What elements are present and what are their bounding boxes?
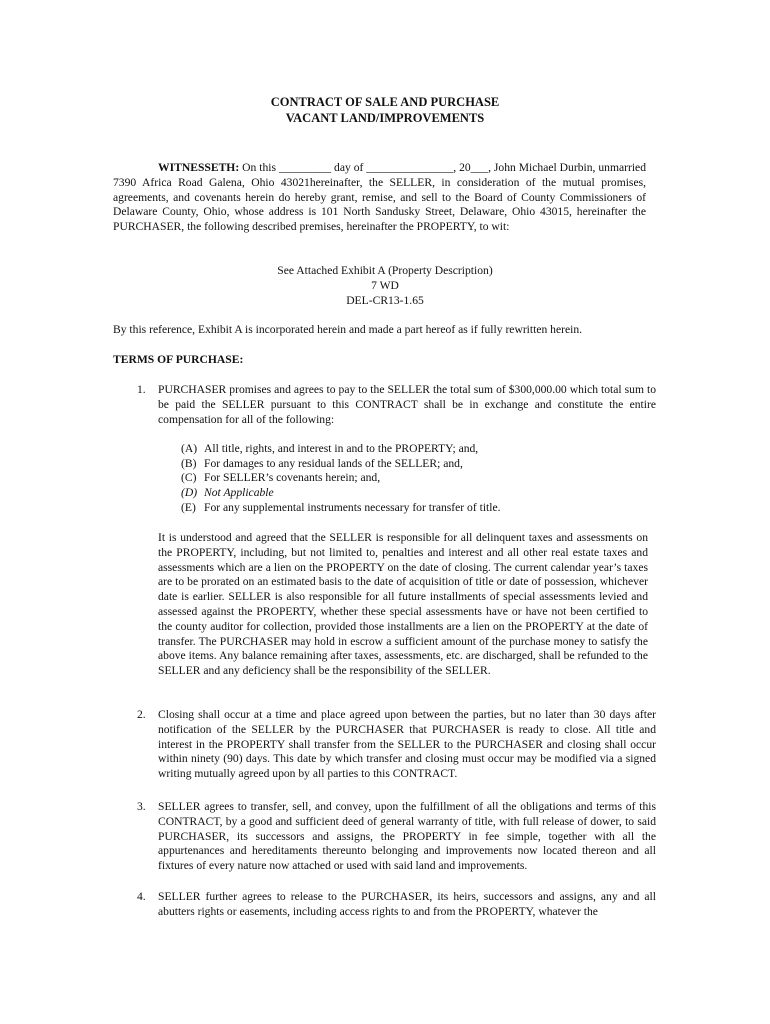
taxes-paragraph: It is understood and agreed that the SELLER is responsible for all delinquent taxes and assessments on the PROPERTY, including, but not limited to, penalties and interest and all other real estate taxes and assessments which are a lien on the PROPERTY on the date of closing. The current calendar year’s taxes are to be prorated on an estimated basis to the date of acquisition of title or date of possession, whichever date is earlier. SELLER is also responsible for all future installments of special assessments levied and assessed against the PROPERTY, whether these special assessments have or have not been certified to the county auditor for collection, provided those installments are a lien on the PROPERTY at the date of transfer. The PURCHASER may hold in escrow a sufficient amount of the purchase money to satisfy the above items. Any balance remaining after taxes, assessments, etc. are discharged, shall be refunded to the SELLER and any deficiency shall be the responsibility of the SELLER. (158, 531, 648, 678)
exhibit-line-3: DEL-CR13-1.65 (346, 294, 424, 307)
sub-item-text: Not Applicable (204, 486, 274, 499)
sub-item-label: (C) (181, 471, 197, 484)
witness-text: On this _________ day of _______________, 20___, John Michael Durbin, unmarried 7390 Africa Road Galena, Ohio 43021hereinafter, the SELLER, in consideration of the mutual promises, agreements, and covenants herein do hereby grant, remise, and sell to the Board of County Commissioners of Delaware County, Ohio, whose address is 101 North Sandusky Street, Delaware, Ohio 43015, hereinafter the PURCHASER, the following described premises, hereinafter the PROPERTY, to wit: (113, 161, 646, 234)
sub-item-text: All title, rights, and interest in and to the PROPERTY; and, (204, 442, 479, 455)
sub-item (181, 442, 478, 457)
witness-paragraph (113, 161, 646, 235)
item-number: 2. (137, 708, 146, 721)
sub-item-label: (B) (181, 457, 197, 470)
item-number: 3. (137, 800, 146, 813)
exhibit-line-2: 7 WD (371, 279, 399, 292)
sub-item-text: For SELLER’s covenants herein; and, (204, 471, 381, 484)
terms-heading: TERMS OF PURCHASE: (113, 353, 244, 366)
sub-item (181, 471, 380, 486)
sub-item-text: For any supplemental instruments necessary for transfer of title. (204, 501, 501, 514)
item-text: PURCHASER promises and agrees to pay to the SELLER the total sum of $300,000.00 which total sum to be paid the SELLER pursuant to this CONTRACT shall be in exchange and constitute the entire compensation for all of the following: (158, 383, 656, 426)
sub-item (181, 486, 274, 501)
item-number: 1. (137, 383, 146, 396)
sub-item-text: For damages to any residual lands of the SELLER; and, (204, 457, 463, 470)
reference-paragraph: By this reference, Exhibit A is incorporated herein and made a part hereof as if fully rewritten herein. (113, 323, 583, 336)
witness-label: WITNESSETH: (158, 161, 240, 174)
exhibit-line-1: See Attached Exhibit A (Property Description) (277, 264, 493, 277)
item-text: Closing shall occur at a time and place agreed upon between the parties, but no later than 30 days after notification of the SELLER by the PURCHASER that PURCHASER is ready to close. All title and interest in the PROPERTY shall transfer from the SELLER to the PURCHASER and closing shall occur within ninety (90) days. This date by which transfer and closing must occur may be modified via a signed writing mutually agreed upon by all parties to this CONTRACT. (158, 708, 656, 781)
sub-item-label: (A) (181, 442, 198, 455)
sub-item (181, 457, 463, 472)
sub-item (181, 501, 501, 516)
sub-item-label: (D) (181, 486, 198, 499)
item-number: 4. (137, 890, 146, 903)
item-text: SELLER further agrees to release to the PURCHASER, its heirs, successors and assigns, any and all abutters rights or easements, including access rights to and from the PROPERTY, whatever the (158, 890, 656, 918)
contract-subtitle: VACANT LAND/IMPROVEMENTS (285, 111, 485, 125)
sub-item-label: (E) (181, 501, 196, 514)
item-text: SELLER agrees to transfer, sell, and convey, upon the fulfillment of all the obligations and terms of this CONTRACT, by a good and sufficient deed of general warranty of title, with full release of dower, to said PURCHASER, its successors and assigns, the PROPERTY in fee simple, together with all the appurtenances and hereditaments thereunto belonging and improvements now located thereon and all fixtures of every nature now attached or used with said land and improvements. (158, 800, 656, 873)
contract-title: CONTRACT OF SALE AND PURCHASE (270, 95, 500, 109)
